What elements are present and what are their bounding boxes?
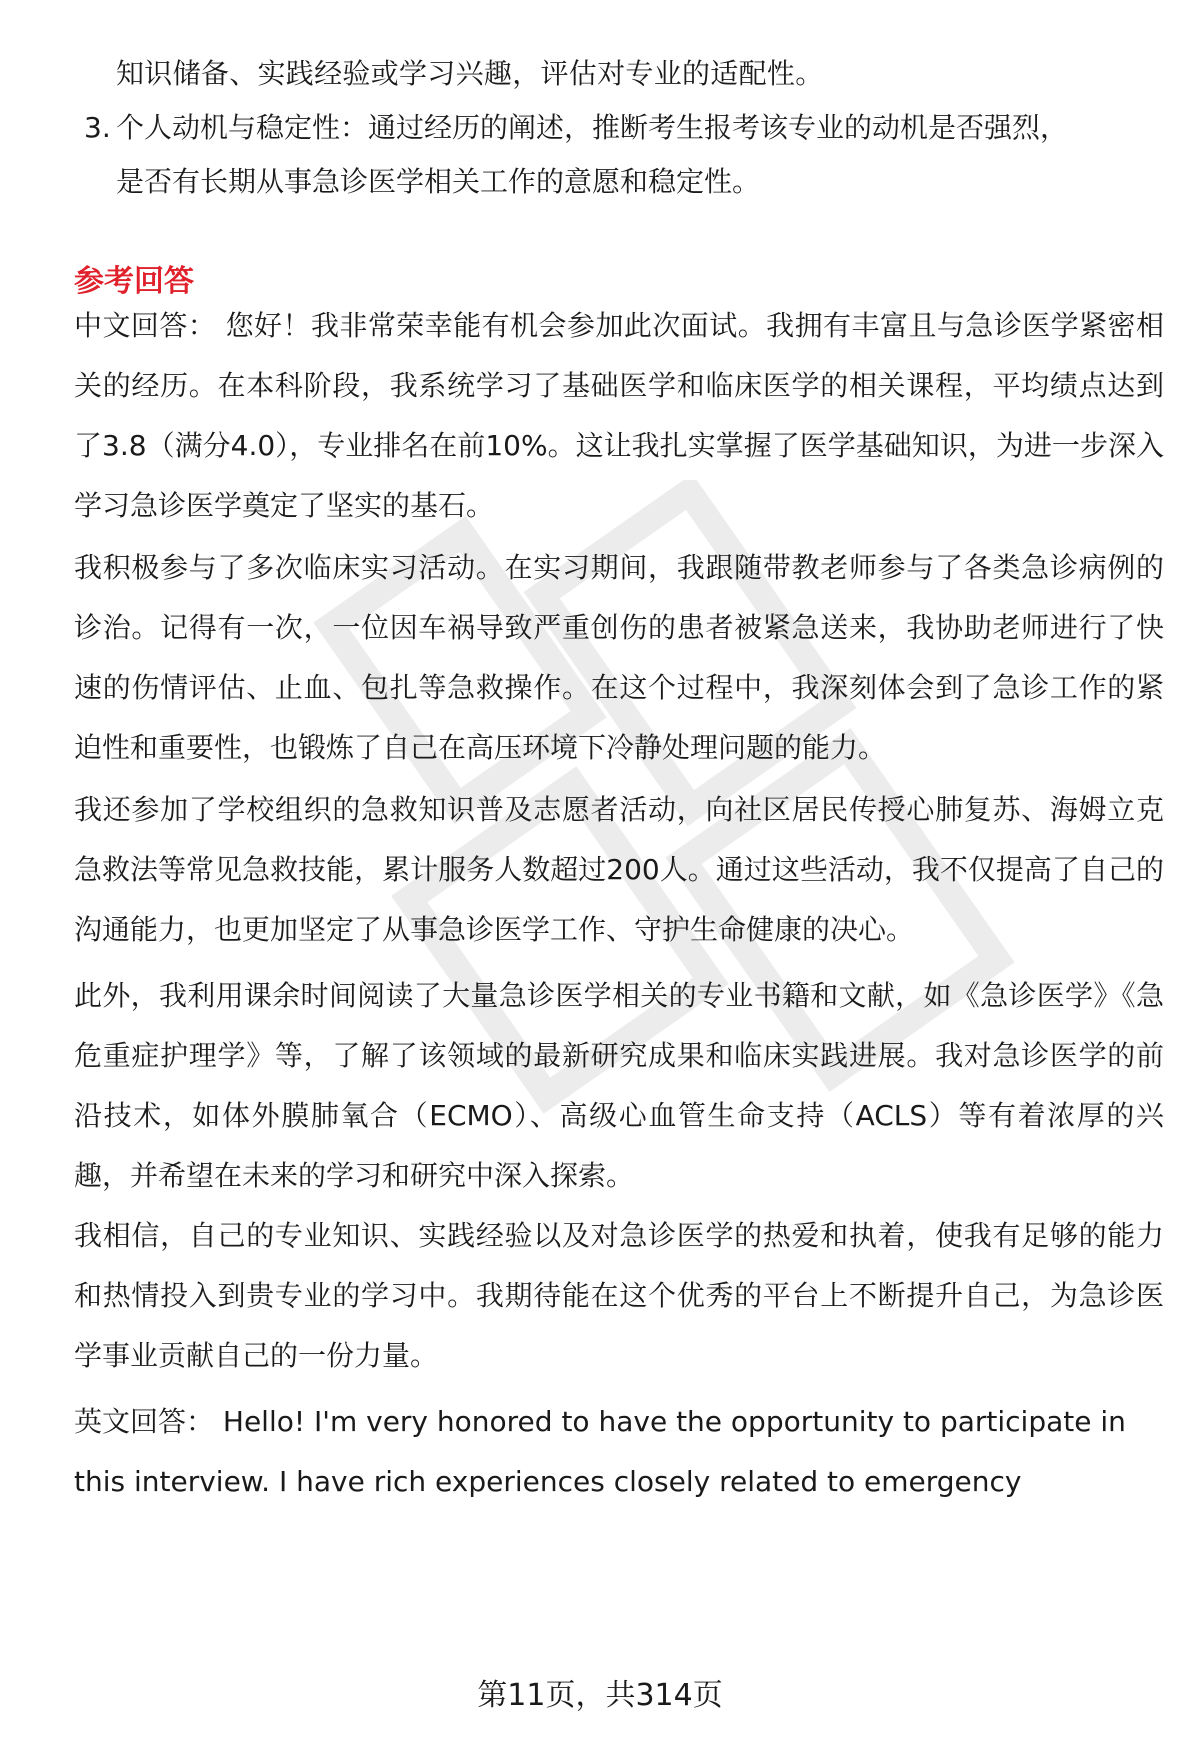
- list-number-3: 3.: [84, 111, 111, 144]
- section-heading: 参考回答: [74, 264, 194, 299]
- list-item-3-line-1: 个人动机与稳定性：通过经历的阐述，推断考生报考该专业的动机是否强烈，: [116, 111, 1069, 144]
- paragraph-reading: 此外，我利用课余时间阅读了大量急诊医学相关的专业书籍和文献，如《急诊医学》《急危重症护理学》等，了解了该领域的最新研究成果和临床实践进展。我对急诊医学的前沿技术，如体外膜肺氧合（ECMO）、高级心血管生命支持（ACLS）等有着浓厚的兴趣，并希望在未来的学习和研究中深入探索。: [74, 979, 1164, 1192]
- paragraph-clinical-internship: 我积极参与了多次临床实习活动。在实习期间，我跟随带教老师参与了各类急诊病例的诊治。记得有一次，一位因车祸导致严重创伤的患者被紧急送来，我协助老师进行了快速的伤情评估、止血、包扎等急救操作。在这个过程中，我深刻体会到了急诊工作的紧迫性和重要性，也锻炼了自己在高压环境下冷静处理问题的能力。: [74, 551, 1164, 764]
- paragraph-chinese-intro: 中文回答： 您好！我非常荣幸能有机会参加此次面试。我拥有丰富且与急诊医学紧密相关的经历。在本科阶段，我系统学习了基础医学和临床医学的相关课程，平均绩点达到了3.8（满分4.0），专业排名在前10%。这让我扎实掌握了医学基础知识，为进一步深入学习急诊医学奠定了坚实的基石。: [74, 309, 1164, 522]
- page-number-footer: 第11页，共314页: [477, 1678, 723, 1713]
- list-item-3-line-2: 是否有长期从事急诊医学相关工作的意愿和稳定性。: [116, 165, 761, 198]
- paragraph-volunteer: 我还参加了学校组织的急救知识普及志愿者活动，向社区居民传授心肺复苏、海姆立克急救法等常见急救技能，累计服务人数超过200人。通过这些活动，我不仅提高了自己的沟通能力，也更加坚定了从事急诊医学工作、守护生命健康的决心。: [74, 793, 1164, 946]
- paragraph-conclusion: 我相信，自己的专业知识、实践经验以及对急诊医学的热爱和执着，使我有足够的能力和热情投入到贵专业的学习中。我期待能在这个优秀的平台上不断提升自己，为急诊医学事业贡献自己的一份力量。: [74, 1219, 1164, 1372]
- paragraph-english-answer: 英文回答： Hello! I'm very honored to have the opportunity to participate in this interview. I have rich experiences closely related to emergency: [74, 1405, 1126, 1498]
- intro-continuation: 知识储备、实践经验或学习兴趣，评估对专业的适配性。: [116, 57, 824, 90]
